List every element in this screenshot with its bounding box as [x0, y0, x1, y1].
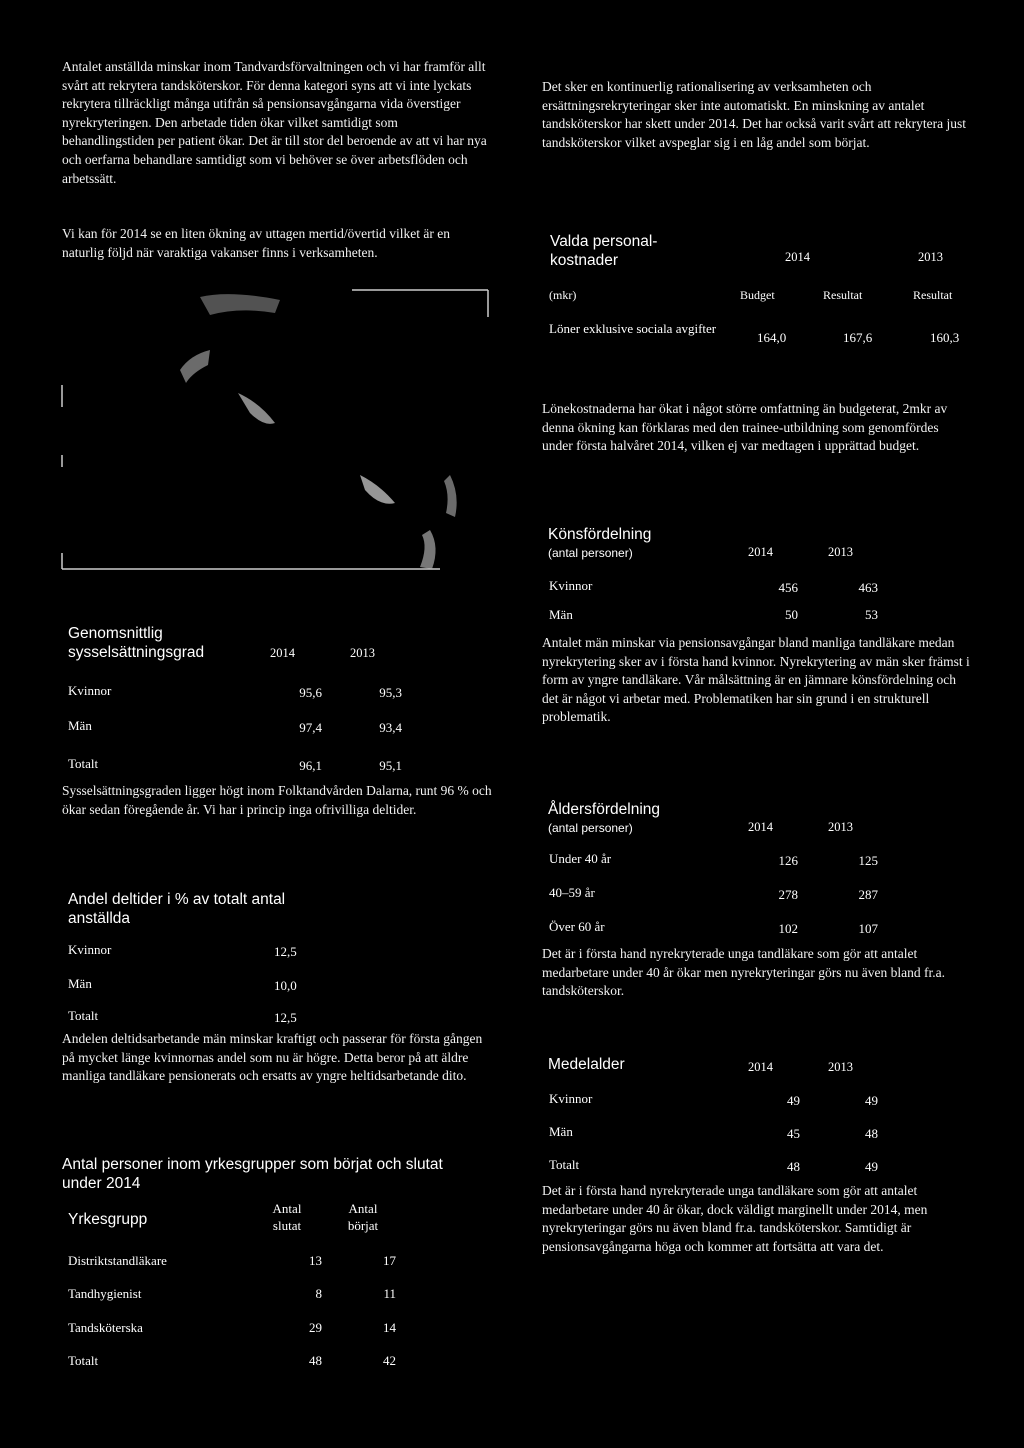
occupation-label-dentist: Distriktstandläkare: [68, 1253, 167, 1268]
mean-age-women-2014: 49: [787, 1093, 800, 1108]
gender-men-2013: 53: [865, 607, 878, 622]
mean-age-women-2013: 49: [865, 1093, 878, 1108]
mean-age-total-2014: 48: [787, 1159, 800, 1174]
mean-age-title: Medelalder: [548, 1056, 625, 1073]
employment-rate-year-2013: 2013: [350, 646, 375, 660]
age-label-under-40: Under 40 år: [549, 851, 612, 866]
mean-age-label-total: Totalt: [549, 1157, 580, 1172]
occupation-label-hygienist: Tandhygienist: [68, 1286, 142, 1301]
intro-paragraph: Antalet anställda minskar inom Tandvardsförvaltningen och vi har framför allt svårt att rekrytera tandsköterskor. För denna kategori syns att vi inte lyckats rekrytera tillräckligt många utifrån så pensionsavgångarna vida överstiger nyrekryteringen. Den arbetade tiden ökar vilket samtidigt som behandlingstiden per patient ökar. Det är till stor del beroende av att vi har nya och oerfarna behandlare samtidigt som vi behöver se över arbetsflöden och arbetssätt.: [62, 59, 487, 186]
age-distribution-title: Åldersfördelning: [548, 801, 661, 818]
occupation-assistant-started: 14: [383, 1320, 396, 1335]
mean-age-year-2014: 2014: [748, 1060, 773, 1074]
gender-year-2014: 2014: [748, 545, 773, 559]
gender-label-men: Män: [549, 607, 573, 622]
mean-age-men-2014: 45: [787, 1126, 800, 1141]
age-distribution-subtitle: (antal personer): [548, 821, 633, 835]
photo-image: [60, 285, 492, 580]
age-distribution-text: Det är i första hand nyrekryterade unga tandläkare som gör att antalet medarbetare under 40 år ökar men nyrekryteringar görs nu även bland fr.a. tandsköterskor.: [542, 946, 945, 999]
mean-age-total-2013: 49: [865, 1159, 878, 1174]
mean-age-label-men: Män: [549, 1124, 573, 1139]
employment-rate-label-women: Kvinnor: [68, 683, 112, 698]
part-time-women-value: 12,5: [274, 944, 297, 959]
employment-rate-men-2014: 97,4: [299, 720, 322, 735]
age-40-59-2014: 278: [778, 887, 798, 902]
gender-women-2014: 456: [778, 580, 798, 595]
occupation-total-started: 42: [383, 1353, 396, 1368]
part-time-label-women: Kvinnor: [68, 942, 112, 957]
employment-rate-label-men: Män: [68, 718, 92, 733]
occupation-column-group: Yrkesgrupp: [68, 1211, 148, 1228]
part-time-label-total: Totalt: [68, 1008, 99, 1023]
employment-rate-title: Genomsnittlig sysselsättningsgrad: [68, 625, 205, 661]
personnel-costs-result-2014-value: 167,6: [843, 330, 873, 345]
gender-women-2013: 463: [858, 580, 878, 595]
personnel-costs-year-2014: 2014: [785, 250, 810, 264]
age-distribution-year-2013: 2013: [828, 820, 853, 834]
mean-age-text: Det är i första hand nyrekryterade unga tandläkare som gör att antalet medarbetare under 40 år ökar, dock väldigt marginellt under 2014, men nyrekryteringar görs nu även bland fr.a. tandsköterskor. Samtidigt är pensionsavgångarna höga och kommer att fortsätta att vara det.: [542, 1183, 928, 1254]
personnel-costs-title: Valda personal-kostnader: [550, 233, 658, 269]
occupation-column-started: Antal börjat: [347, 1201, 379, 1233]
employment-rate-text: Sysselsättningsgraden ligger högt inom Folktandvården Dalarna, runt 96 % och ökar sedan föregående år. Vi har i princip inga ofrivilliga deltider.: [62, 783, 492, 817]
employment-rate-label-total: Totalt: [68, 756, 99, 771]
personnel-costs-col-result-2013: Resultat: [913, 288, 953, 302]
occupation-assistant-left: 29: [309, 1320, 322, 1335]
part-time-men-value: 10,0: [274, 978, 297, 993]
overtime-paragraph: Vi kan för 2014 se en liten ökning av uttagen mertid/övertid vilket är en naturlig följd när varaktiga vakanser finns i verksamheten.: [62, 226, 450, 260]
personnel-costs-row-label: Löner exklusive sociala avgifter: [549, 321, 717, 336]
personnel-costs-budget-value: 164,0: [757, 330, 787, 345]
personnel-costs-col-budget: Budget: [740, 288, 775, 302]
age-over-60-2013: 107: [858, 921, 878, 936]
age-distribution-year-2014: 2014: [748, 820, 773, 834]
age-under-40-2013: 125: [858, 853, 878, 868]
gender-year-2013: 2013: [828, 545, 853, 559]
occupation-dentist-left: 13: [309, 1253, 322, 1268]
mean-age-label-women: Kvinnor: [549, 1091, 593, 1106]
occupation-total-left: 48: [309, 1353, 322, 1368]
occupation-column-left: Antal slutat: [272, 1201, 302, 1233]
mean-age-year-2013: 2013: [828, 1060, 853, 1074]
occupation-label-assistant: Tandsköterska: [68, 1320, 143, 1335]
personnel-costs-col-result-2014: Resultat: [823, 288, 863, 302]
employment-rate-women-2014: 95,6: [299, 685, 322, 700]
gender-text: Antalet män minskar via pensionsavgångar bland manliga tandläkare medan nyrekrytering sker av i första hand kvinnor. Nyrekrytering av män sker främst i form av yngre tandläkare. Vår målsättning är en jämnare könsfördelning och det är något vi arbetar med. Problematiken har sin grund i en strukturell problematik.: [542, 635, 970, 725]
employment-rate-women-2013: 95,3: [379, 685, 402, 700]
occupation-label-total: Totalt: [68, 1353, 99, 1368]
personnel-costs-year-2013: 2013: [918, 250, 943, 264]
employment-rate-total-2014: 96,1: [299, 758, 322, 773]
personnel-costs-unit: (mkr): [549, 288, 577, 302]
employment-rate-men-2013: 93,4: [379, 720, 402, 735]
part-time-label-men: Män: [68, 976, 92, 991]
part-time-text: Andelen deltidsarbetande män minskar kraftigt och passerar för första gången på mycket länge kvinnornas andel som nu är högre. Detta beror på att äldre manliga tandläkare pensionerats och ersatts av yngre heltidsarbetande dito.: [62, 1031, 483, 1084]
rationalization-paragraph: Det sker en kontinuerlig rationalisering av verksamheten och ersättningsrekryteringar sker inte automatiskt. En minskning av antalet tandsköterskor har skett under 2014. Det har också varit svårt att rekrytera just tandsköterskor vilket avspeglar sig i en låg andel som börjat.: [542, 79, 966, 150]
occupation-hygienist-started: 11: [383, 1286, 396, 1301]
part-time-title: Andel deltider i % av totalt antal anställda: [68, 891, 286, 927]
gender-label-women: Kvinnor: [549, 578, 593, 593]
age-under-40-2014: 126: [778, 853, 798, 868]
occupation-dentist-started: 17: [383, 1253, 396, 1268]
employment-rate-total-2013: 95,1: [379, 758, 402, 773]
occupation-hygienist-left: 8: [315, 1286, 322, 1301]
gender-men-2014: 50: [785, 607, 798, 622]
personnel-costs-text: Lönekostnaderna har ökat i något större omfattning än budgeterat, 2mkr av denna ökning kan förklaras med den trainee-utbildning som genomfördes under första halvåret 2014, vilken ej var medtagen i upprättad budget.: [542, 401, 948, 454]
age-label-40-59: 40–59 år: [549, 885, 595, 900]
gender-subtitle: (antal personer): [548, 546, 633, 560]
mean-age-men-2013: 48: [865, 1126, 878, 1141]
occupation-title: Antal personer inom yrkesgrupper som börjat och slutat under 2014: [62, 1156, 443, 1192]
age-over-60-2014: 102: [778, 921, 798, 936]
employment-rate-year-2014: 2014: [270, 646, 295, 660]
age-40-59-2013: 287: [858, 887, 878, 902]
personnel-costs-result-2013-value: 160,3: [930, 330, 960, 345]
gender-title: Könsfördelning: [548, 526, 652, 543]
age-label-over-60: Över 60 år: [549, 919, 605, 934]
part-time-total-value: 12,5: [274, 1010, 297, 1025]
